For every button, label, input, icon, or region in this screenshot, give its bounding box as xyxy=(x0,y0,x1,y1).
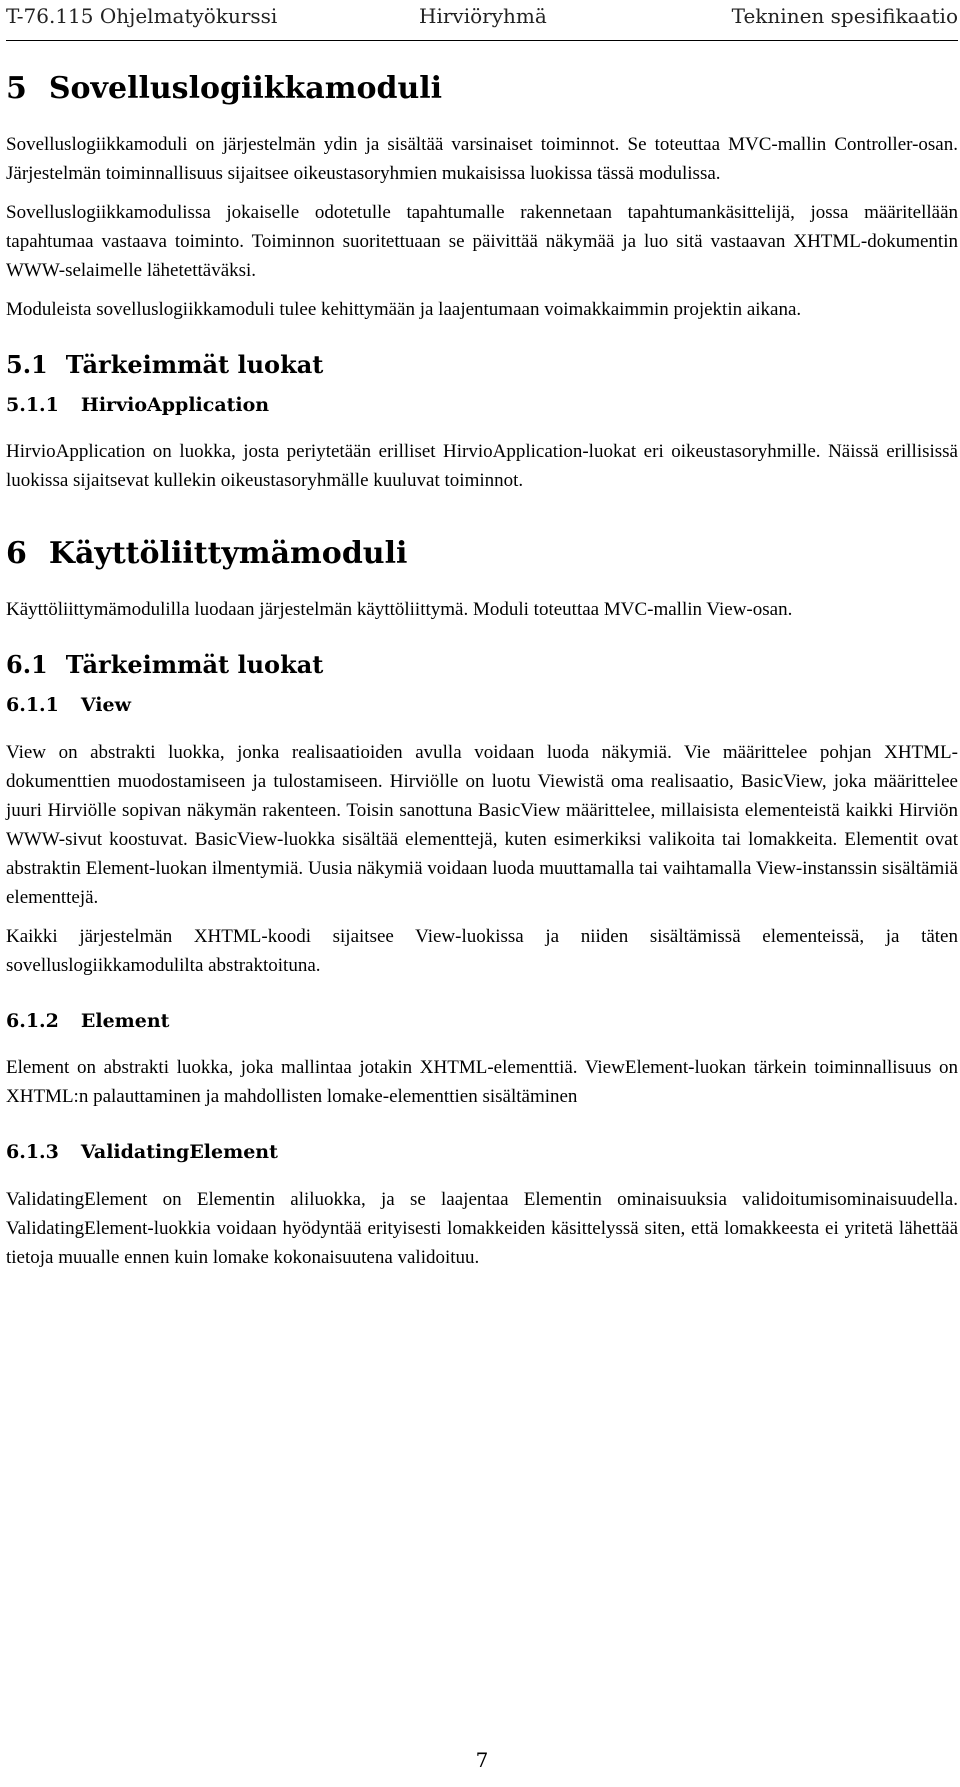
subsubsection-number: 5.1.1 xyxy=(6,393,59,416)
paragraph: Moduleista sovelluslogiikkamoduli tulee kehittymään ja laajentumaan voimakkaimmin projektin aikana. xyxy=(6,298,802,320)
paragraph: Sovelluslogiikkamoduli on järjestelmän ydin ja sisältää varsinaiset toiminnot. Se toteuttaa MVC-mallin Controller-osan. Järjestelmän toiminnallisuus sijaitsee oikeustasoryhmien mukaisissa luokissa tässä modulissa. xyxy=(6,133,958,184)
header-course: T-76.115 Ohjelmatyökurssi xyxy=(6,4,278,28)
subsubsection-title: ValidatingElement xyxy=(80,1141,278,1164)
paragraph: Element on abstrakti luokka, joka mallintaa jotakin XHTML-elementtiä. ViewElement-luokan tärkein toiminnallisuus on XHTML:n palauttaminen ja mahdollisten lomake-elementtien sisältäminen xyxy=(6,1057,958,1108)
subsubsection-heading xyxy=(6,1141,958,1165)
section-title: Sovelluslogiikkamoduli xyxy=(48,71,443,106)
subsubsection-heading xyxy=(6,694,958,718)
section-number: 6 xyxy=(6,536,27,572)
section-title: Käyttöliittymämoduli xyxy=(48,536,408,572)
document-page xyxy=(6,0,958,1787)
paragraph: Kaikki järjestelmän XHTML-koodi sijaitsee View-luokissa ja niiden sisältämissä elementeissä, ja täten sovelluslogiikkamodulilta abstraktoituna. xyxy=(6,925,958,976)
subsection-number: 5.1 xyxy=(6,349,48,379)
header-divider xyxy=(6,40,958,41)
paragraph: Sovelluslogiikkamodulissa jokaiselle odotetulle tapahtumalle rakennetaan tapahtumankäsittelijä, jossa määritellään tapahtumaa vastaava toiminto. Toiminnon suoritettuaan se päivittää näkymää ja luo sitä vastaavan XHTML-dokumentin WWW-selaimelle lähetettäväksi. xyxy=(6,201,958,281)
paragraph: HirvioApplication on luokka, josta periytetään erilliset HirvioApplication-luokat eri oikeustasoryhmille. Näissä erillisissä luokissa sijaitsevat kullekin oikeustasoryhmälle kuuluvat toiminnot. xyxy=(6,441,958,492)
page-number: 7 xyxy=(475,1748,489,1772)
running-header xyxy=(6,4,958,34)
section-heading xyxy=(6,535,958,573)
header-doc-type: Tekninen spesifikaatio xyxy=(731,4,958,28)
subsubsection-title: Element xyxy=(80,1009,170,1032)
subsubsection-title: HirvioApplication xyxy=(80,393,270,416)
subsection-number: 6.1 xyxy=(6,649,48,679)
paragraph: Käyttöliittymämodulilla luodaan järjestelmän käyttöliittymä. Moduli toteuttaa MVC-mallin View-osan. xyxy=(6,598,793,620)
subsection-heading xyxy=(6,350,958,380)
header-group: Hirviöryhmä xyxy=(419,4,547,28)
subsection-title: Tärkeimmät luokat xyxy=(65,349,324,379)
paragraph: View on abstrakti luokka, jonka realisaatioiden avulla voidaan luoda näkymiä. Vie määrittelee pohjan XHTML-dokumenttien muodostamiseen ja tulostamiseen. Hirviölle on luotu Viewistä oma realisaatio, BasicView, joka määrittelee juuri Hirviölle sopivan näkymän rakenteen. Toisin sanottuna BasicView määrittelee, millaisista elementeistä kaikki Hirviön WWW-sivut koostuvat. BasicView-luokka sisältää elementtejä, kuten esimerkiksi valikoita tai lomakkeita. Elementit ovat abstraktin Element-luokan ilmentymiä. Uusia näkymiä voidaan luoda muuttamalla tai vaihtamalla View-instanssin sisältämiä elementtejä. xyxy=(6,741,958,908)
subsection-title: Tärkeimmät luokat xyxy=(65,649,324,679)
subsubsection-heading xyxy=(6,394,958,418)
subsubsection-number: 6.1.1 xyxy=(6,693,59,716)
subsubsection-number: 6.1.3 xyxy=(6,1141,59,1164)
section-number: 5 xyxy=(6,71,27,106)
paragraph: ValidatingElement on Elementin aliluokka, ja se laajentaa Elementin ominaisuuksia validoitumisominaisuudella. ValidatingElement-luokkia voidaan hyödyntää erityisesti lomakkeiden käsittelyssä siten, että lomakkeesta ei yritetä lähettää tietoja muualle ennen kuin lomake kokonaisuutena validoituu. xyxy=(6,1189,958,1268)
subsection-heading xyxy=(6,650,958,680)
subsubsection-number: 6.1.2 xyxy=(6,1009,59,1032)
page-content xyxy=(6,70,958,1282)
subsubsection-title: View xyxy=(80,693,131,716)
section-heading xyxy=(6,70,958,108)
subsubsection-heading xyxy=(6,1010,958,1034)
